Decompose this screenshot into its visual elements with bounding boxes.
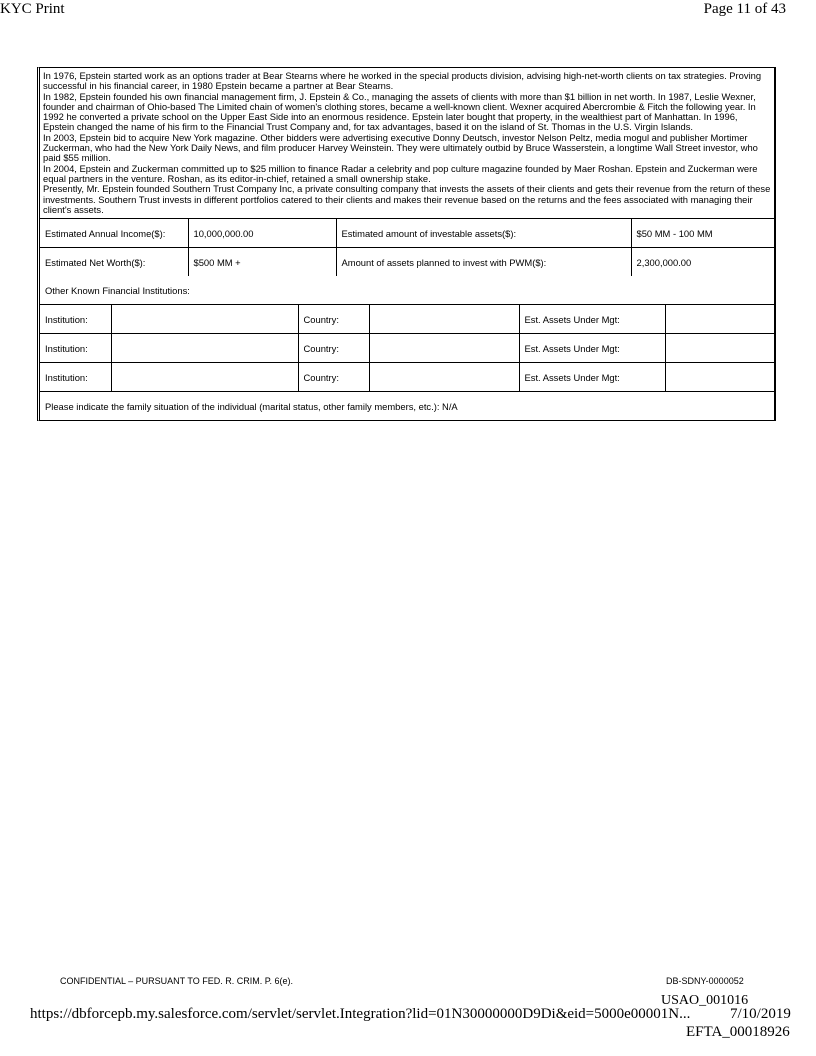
narrative-paragraph: In 2004, Epstein and Zuckerman committed up to $25 million to finance Radar a celebrity and pop culture magazine founded by Maer Roshan. Epstein and Zuckerman were equal partners in the venture. Roshan, as its editor-in-chief, retained a small ownership stake. bbox=[43, 162, 758, 184]
pwm-assets-value: 2,300,000.00 bbox=[631, 248, 776, 277]
source-url[interactable]: https://dbforcepb.my.salesforce.com/servlet/servlet.Integration?lid=01N30000000D9Di&eid=5000e00001N... bbox=[30, 1006, 691, 1022]
net-worth-value: $500 MM + bbox=[188, 248, 336, 277]
investable-assets-label: Estimated amount of investable assets($): bbox=[336, 219, 631, 248]
table-row bbox=[40, 334, 776, 363]
institution-label: Institution: bbox=[40, 305, 111, 334]
table-row bbox=[40, 248, 776, 277]
kyc-section bbox=[37, 67, 776, 421]
table-row bbox=[40, 305, 776, 334]
table-row bbox=[40, 276, 776, 305]
table-row bbox=[40, 392, 776, 421]
narrative-paragraph: In 1976, Epstein started work as an options trader at Bear Stearns where he worked in the special products division, advising high-net-worth clients on tax strategies. Proving successful in his financial career, in 1980 Epstein became a partner at Bear Stearns. bbox=[43, 70, 762, 92]
assets-under-mgt-label: Est. Assets Under Mgt: bbox=[519, 363, 665, 392]
table-row bbox=[40, 219, 776, 248]
country-value bbox=[369, 305, 519, 334]
other-institutions-heading: Other Known Financial Institutions: bbox=[40, 276, 776, 305]
institutions-table bbox=[40, 276, 776, 420]
annual-income-label: Estimated Annual Income($): bbox=[40, 219, 188, 248]
bates-number: DB-SDNY-0000052 bbox=[666, 976, 744, 986]
annual-income-value: 10,000,000.00 bbox=[188, 219, 336, 248]
table-row bbox=[40, 363, 776, 392]
page-number: Page 11 of 43 bbox=[703, 1, 786, 17]
institution-value bbox=[111, 334, 298, 363]
usao-number: USAO_001016 bbox=[661, 993, 749, 1008]
assets-under-mgt-label: Est. Assets Under Mgt: bbox=[519, 334, 665, 363]
narrative-paragraph: In 2003, Epstein bid to acquire New York magazine. Other bidders were advertising executive Donny Deutsch, investor Nelson Peltz, media mogul and publisher Mortimer Zuckerman, who had the New York Daily News, and film producer Harvey Weinstein. They were ultimately outbid by Bruce Wasserstein, a longtime Wall Street investor, who paid $55 million. bbox=[43, 131, 758, 164]
assets-under-mgt-value bbox=[665, 334, 776, 363]
family-situation: Please indicate the family situation of the individual (marital status, other family members, etc.): N/A bbox=[40, 392, 776, 421]
assets-under-mgt-value bbox=[665, 305, 776, 334]
pwm-assets-label: Amount of assets planned to invest with PWM($): bbox=[336, 248, 631, 277]
client-narrative bbox=[40, 68, 774, 219]
country-value bbox=[369, 363, 519, 392]
institution-label: Institution: bbox=[40, 334, 111, 363]
institution-value bbox=[111, 363, 298, 392]
financials-table bbox=[40, 219, 776, 276]
institution-value bbox=[111, 305, 298, 334]
net-worth-label: Estimated Net Worth($): bbox=[40, 248, 188, 277]
narrative-paragraph: In 1982, Epstein founded his own financial management firm, J. Epstein & Co., managing the assets of clients with more than $1 billion in net worth. In 1987, Leslie Wexner, founder and chairman of Ohio-based The Limited chain of women's clothing stores, became a well-known client. Wexner acquired Abercrombie & Fitch the following year. In 1992 he converted a private school on the Upper East Side into an enormous residence. Epstein later bought that property, in the wealthiest part of Manhattan. In 1996, Epstein changed the name of his firm to the Financial Trust Company and, for tax advantages, based it on the island of St. Thomas in the U.S. Virgin Islands. bbox=[43, 90, 756, 133]
assets-under-mgt-label: Est. Assets Under Mgt: bbox=[519, 305, 665, 334]
print-date: 7/10/2019 bbox=[730, 1006, 791, 1022]
efta-number: EFTA_00018926 bbox=[686, 1024, 790, 1040]
narrative-paragraph: Presently, Mr. Epstein founded Southern Trust Company Inc, a private consulting company that invests the assets of their clients and gets their revenue from the return of these investments. Southern Trust invests in different portfolios catered to their clients and makes their revenue based on the returns and the fees associated with managing their client's assets. bbox=[43, 183, 771, 215]
assets-under-mgt-value bbox=[665, 363, 776, 392]
country-value bbox=[369, 334, 519, 363]
confidential-notice: CONFIDENTIAL – PURSUANT TO FED. R. CRIM. P. 6(e). bbox=[60, 976, 294, 986]
print-title: KYC Print bbox=[0, 1, 65, 17]
country-label: Country: bbox=[298, 363, 369, 392]
country-label: Country: bbox=[298, 334, 369, 363]
country-label: Country: bbox=[298, 305, 369, 334]
investable-assets-value: $50 MM - 100 MM bbox=[631, 219, 776, 248]
institution-label: Institution: bbox=[40, 363, 111, 392]
